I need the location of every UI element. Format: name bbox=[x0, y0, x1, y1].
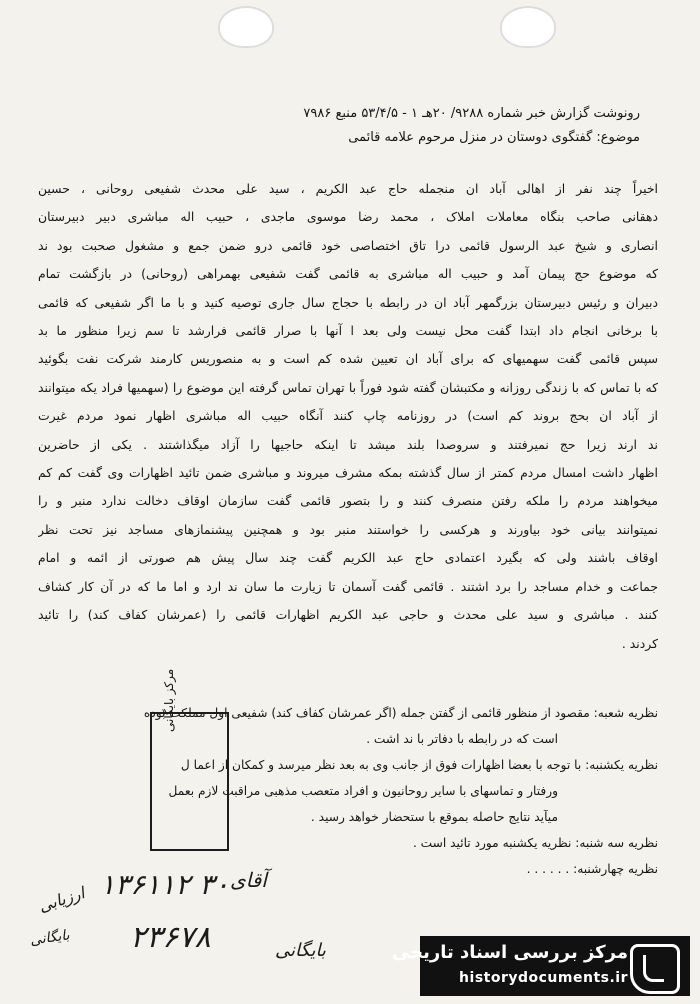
binder-hole-left bbox=[218, 6, 274, 48]
archive-logo-icon bbox=[630, 944, 680, 994]
report-header bbox=[220, 102, 640, 150]
body-line: ند ارند زیرا حج نمیرفتند و سروصدا بلند میشد تا اینکه حاجیها را آزاد میگذاشتند . یکی از حاضرین bbox=[38, 436, 658, 452]
report-reference: رونوشت گزارش خبر شماره ۹۲۸۸/ ۲۰هـ ۱ - ۵۳/۴/۵ منبع ۷۹۸۶ bbox=[303, 106, 640, 121]
handwritten-mark-3: ارزیابی bbox=[36, 883, 87, 916]
watermark-title: مرکز بررسی اسناد تاریخی bbox=[391, 942, 628, 963]
body-line: دبیران و رئیس دبیرستان بزرگمهر آباد ان در رابطه با حجاج سال جاری توصیه کنید و با ما اگر شفیعی که قائمی bbox=[38, 294, 658, 310]
body-line: با برخانی انجام داد ابتدا گفت محل نیست ولی بعد ا آنها با صرار قائمی فرارشد تا سم زیرا منظور ما بد bbox=[38, 323, 658, 339]
stamp-text: مرکز بایگانی bbox=[162, 668, 176, 732]
report-subject: موضوع: گفتگوی دوستان در منزل مرحوم علامه قائمی bbox=[348, 130, 640, 145]
body-line: که موضوع حج پیمان آمد و حبیب اله مباشری به قائمی گفت شفیعی بهمراهی (روحانی) در بازگشت تمام bbox=[38, 266, 658, 282]
report-body bbox=[38, 175, 658, 658]
watermark-logo bbox=[391, 936, 690, 996]
note-monday-cont: است که در رابطه با دفاتر با ند اشت . bbox=[366, 732, 558, 746]
watermark-site: historydocuments.ir bbox=[459, 970, 628, 986]
handwritten-number-1: ۱۳۶۱۱۲ ۳۰ bbox=[100, 868, 230, 901]
body-line: نمیتوانند بیانی خود بیاورند و هرکسی را خواستند منبر بود و همچنین پیشنمازهای مساجد نیز تحت نظر bbox=[38, 521, 658, 537]
note-tuesday: نظریه سه شنبه: نظریه یکشنبه مورد تائید است . bbox=[412, 836, 658, 850]
body-line: از آباد ان بحج بروند کم است) در روزنامه چاپ کنند آنگاه حبیب اله مباشری اظهار نمود مردم غیرت bbox=[38, 408, 658, 424]
body-line: اوقاف باشند ولی که بگیرد اعتمادی حاج عبد الکریم گفت چند سال پیش هم صورتی از ائمه و امام bbox=[38, 550, 658, 566]
body-line: انصاری و شیخ عبد الرسول قائمی درا تاق اختصاصی خود قائمی درو ضمن جمع و مشغول صحبت بود ند bbox=[38, 237, 658, 253]
note-sunday-cont2: میآید نتایج حاصله بموقع با ستحضار خواهد رسید . bbox=[310, 810, 558, 824]
handwritten-mark-1: آقای bbox=[230, 868, 267, 892]
body-line: میخواهند مردم را ملکه رفتن منصرف کنند و را بتصور قائمی گفت سازمان اوقاف دخالت ندارد منبر و را bbox=[38, 493, 658, 509]
body-line: اظهار داشت امسال مردم کمتر از سال گذشته بمکه مشرف میروند و مباشری ضمن تائید اظهارات وی گفت کم کم bbox=[38, 465, 658, 481]
handwritten-mark-4: بایگانی bbox=[29, 927, 71, 949]
note-sunday: نظریه یکشنبه: با توجه با بعضا اظهارات فوق از جانب وی به بعد نظر میرسد و کمکان از اعما ل bbox=[180, 758, 658, 772]
note-wednesday: نظریه چهارشنبه: . . . . . . bbox=[526, 862, 658, 876]
binder-hole-right bbox=[500, 6, 556, 48]
note-sunday-cont: ورفتار و تماسهای با سایر روحانیون و افراد متعصب مذهبی مراقبت لازم بعمل bbox=[168, 784, 558, 798]
stamp-box bbox=[150, 668, 229, 851]
body-line: جماعت و خدام مساجد را برد اشتند . قائمی گفت آسمان تا زیارت ما سان ند ارد و اما ما که در آن کار کشاف bbox=[38, 578, 658, 594]
handwritten-mark-2: بایگانی bbox=[275, 940, 326, 961]
notes-section bbox=[38, 700, 658, 882]
body-line: دهقانی صاحب بنگاه معاملات املاک ، محمد رضا موسوی ماجدی ، حبیب اله مباشری دبیر دبیرستان bbox=[38, 209, 658, 225]
handwritten-number-2: ۲۳۶۷۸ bbox=[130, 920, 211, 955]
body-line: کردند . bbox=[621, 635, 658, 651]
body-line: اخیراً چند نفر از اهالی آباد ان منجمله حاج عبد الکریم ، سید علی محدث شفیعی روحانی ، حسین bbox=[38, 181, 658, 196]
note-monday: نظریه شعبه: مقصود از منظور قائمی از گفتن جمله (اگر عمرشان کفاف کند) شفیعی اول مملکت بوده bbox=[143, 706, 658, 720]
body-line: که با تماس که با زندگی روزانه و مکتبشان گفته شود فوراً با تهران تماس گرفته این موضوع را (سهمیها فراد یکه میتوانند bbox=[38, 379, 658, 395]
body-line: کنند . مباشری و سید علی محدث و حاجی عبد الکریم اظهارات قائمی را (عمرشان کفاف کند) را تائید bbox=[38, 607, 658, 623]
body-line: سپس قائمی گفت سهمیهای که برای آباد ان تعیین شده کم است و به منصوریس کارمند شرکت نفت بگوئید bbox=[38, 351, 658, 367]
